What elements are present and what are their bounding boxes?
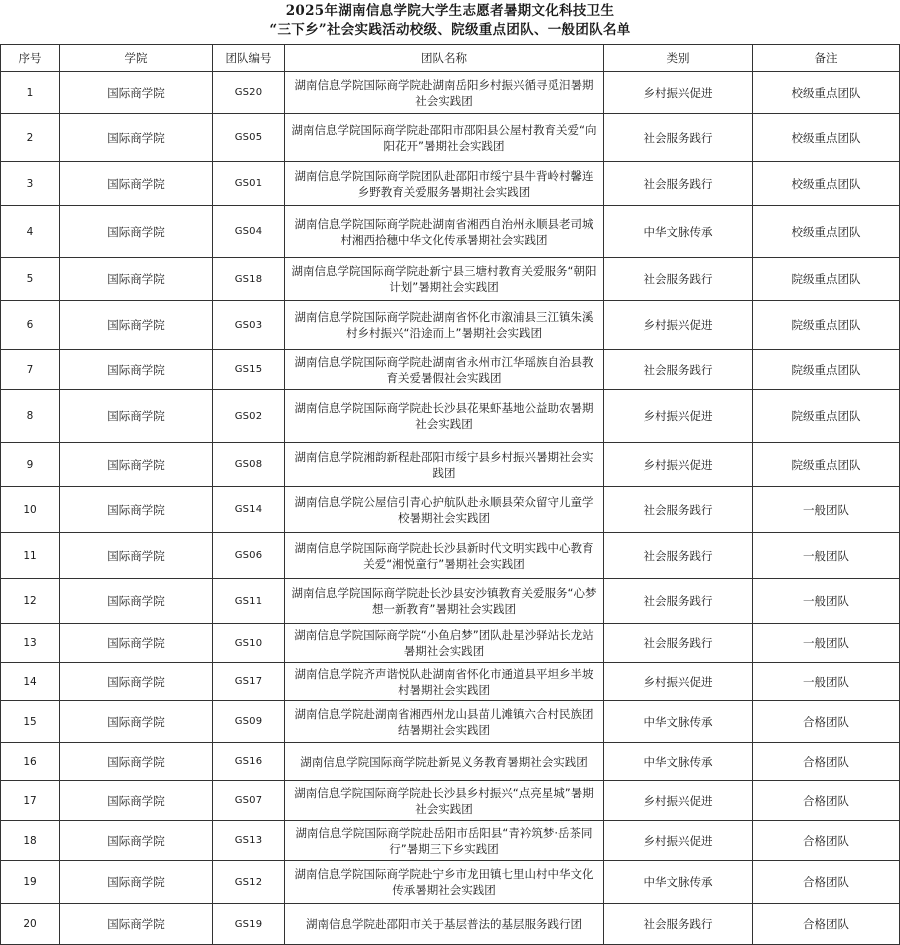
cell-college: 国际商学院 <box>60 350 213 390</box>
cell-note: 校级重点团队 <box>753 206 900 258</box>
cell-team-code: GS04 <box>213 206 285 258</box>
cell-index: 20 <box>1 904 60 945</box>
cell-category: 乡村振兴促进 <box>604 663 753 701</box>
header-index: 序号 <box>1 45 60 72</box>
cell-index: 10 <box>1 487 60 533</box>
cell-category: 社会服务践行 <box>604 624 753 663</box>
cell-index: 5 <box>1 258 60 301</box>
cell-category: 社会服务践行 <box>604 350 753 390</box>
cell-note: 院级重点团队 <box>753 390 900 443</box>
cell-team-name: 湖南信息学院国际商学院赴新宁县三塘村教育关爱服务“朝阳计划”暑期社会实践团 <box>285 258 604 301</box>
cell-team-name: 湖南信息学院公屋信引青心护航队赴永顺县荣众留守儿童学校暑期社会实践团 <box>285 487 604 533</box>
cell-team-code: GS06 <box>213 533 285 579</box>
cell-category: 社会服务践行 <box>604 258 753 301</box>
cell-index: 2 <box>1 114 60 162</box>
cell-college: 国际商学院 <box>60 443 213 487</box>
cell-college: 国际商学院 <box>60 487 213 533</box>
cell-team-name: 湖南信息学院国际商学院赴长沙县乡村振兴“点亮星城”暑期社会实践团 <box>285 781 604 821</box>
cell-note: 合格团队 <box>753 781 900 821</box>
header-team-name: 团队名称 <box>285 45 604 72</box>
cell-category: 乡村振兴促进 <box>604 301 753 350</box>
cell-category: 乡村振兴促进 <box>604 781 753 821</box>
cell-category: 社会服务践行 <box>604 114 753 162</box>
cell-team-code: GS14 <box>213 487 285 533</box>
cell-college: 国际商学院 <box>60 72 213 114</box>
header-college: 学院 <box>60 45 213 72</box>
cell-team-name: 湖南信息学院赴邵阳市关于基层普法的基层服务践行团 <box>285 904 604 945</box>
table-row <box>1 301 900 350</box>
header-note: 备注 <box>753 45 900 72</box>
cell-category: 乡村振兴促进 <box>604 821 753 861</box>
cell-team-code: GS11 <box>213 579 285 624</box>
cell-note: 合格团队 <box>753 701 900 743</box>
table-row <box>1 162 900 206</box>
table-row <box>1 821 900 861</box>
cell-index: 16 <box>1 743 60 781</box>
cell-college: 国际商学院 <box>60 162 213 206</box>
cell-team-name: 湖南信息学院国际商学院赴长沙县花果虾基地公益助农暑期社会实践团 <box>285 390 604 443</box>
cell-college: 国际商学院 <box>60 114 213 162</box>
cell-note: 一般团队 <box>753 487 900 533</box>
cell-team-name: 湖南信息学院国际商学院赴湖南省湘西自治州永顺县老司城村湘西拾穗中华文化传承暑期社会实践团 <box>285 206 604 258</box>
cell-college: 国际商学院 <box>60 781 213 821</box>
cell-team-name: 湖南信息学院国际商学院赴岳阳市岳阳县“青衿筑梦·岳茶同行”暑期三下乡实践团 <box>285 821 604 861</box>
cell-team-code: GS09 <box>213 701 285 743</box>
cell-college: 国际商学院 <box>60 206 213 258</box>
cell-team-name: 湖南信息学院齐声谐悦队赴湖南省怀化市通道县平坦乡半坡村暑期社会实践团 <box>285 663 604 701</box>
cell-index: 11 <box>1 533 60 579</box>
cell-team-name: 湖南信息学院赴湖南省湘西州龙山县苗儿滩镇六合村民族团结暑期社会实践团 <box>285 701 604 743</box>
cell-team-code: GS03 <box>213 301 285 350</box>
cell-note: 一般团队 <box>753 579 900 624</box>
cell-note: 一般团队 <box>753 624 900 663</box>
cell-team-name: 湖南信息学院国际商学院团队赴邵阳市绥宁县牛背岭村馨连乡野教育关爱服务暑期社会实践团 <box>285 162 604 206</box>
cell-college: 国际商学院 <box>60 390 213 443</box>
cell-note: 校级重点团队 <box>753 162 900 206</box>
cell-college: 国际商学院 <box>60 301 213 350</box>
cell-index: 12 <box>1 579 60 624</box>
cell-category: 乡村振兴促进 <box>604 443 753 487</box>
cell-college: 国际商学院 <box>60 701 213 743</box>
table-row <box>1 390 900 443</box>
table-row <box>1 701 900 743</box>
cell-team-code: GS18 <box>213 258 285 301</box>
cell-team-name: 湖南信息学院湘韵新程赴邵阳市绥宁县乡村振兴暑期社会实践团 <box>285 443 604 487</box>
table-row <box>1 861 900 904</box>
cell-note: 院级重点团队 <box>753 301 900 350</box>
cell-category: 社会服务践行 <box>604 904 753 945</box>
cell-note: 合格团队 <box>753 861 900 904</box>
cell-category: 社会服务践行 <box>604 162 753 206</box>
cell-category: 社会服务践行 <box>604 533 753 579</box>
cell-index: 7 <box>1 350 60 390</box>
cell-college: 国际商学院 <box>60 904 213 945</box>
cell-category: 中华文脉传承 <box>604 743 753 781</box>
cell-note: 院级重点团队 <box>753 443 900 487</box>
cell-note: 合格团队 <box>753 821 900 861</box>
cell-college: 国际商学院 <box>60 861 213 904</box>
table-row <box>1 624 900 663</box>
cell-index: 3 <box>1 162 60 206</box>
cell-index: 18 <box>1 821 60 861</box>
cell-team-code: GS19 <box>213 904 285 945</box>
cell-college: 国际商学院 <box>60 663 213 701</box>
cell-team-code: GS13 <box>213 821 285 861</box>
title-line-1: 2025年湖南信息学院大学生志愿者暑期文化科技卫生 <box>285 3 615 19</box>
cell-team-name: 湖南信息学院国际商学院赴新晃义务教育暑期社会实践团 <box>285 743 604 781</box>
cell-team-name: 湖南信息学院国际商学院赴长沙县新时代文明实践中心教育关爱“湘悦童行”暑期社会实践团 <box>285 533 604 579</box>
cell-index: 8 <box>1 390 60 443</box>
cell-college: 国际商学院 <box>60 821 213 861</box>
table-row <box>1 206 900 258</box>
cell-index: 14 <box>1 663 60 701</box>
cell-category: 社会服务践行 <box>604 579 753 624</box>
table-row <box>1 487 900 533</box>
cell-team-name: 湖南信息学院国际商学院赴湖南岳阳乡村振兴循寻觅汨暑期社会实践团 <box>285 72 604 114</box>
cell-note: 校级重点团队 <box>753 114 900 162</box>
cell-team-code: GS08 <box>213 443 285 487</box>
table-row <box>1 579 900 624</box>
cell-index: 6 <box>1 301 60 350</box>
team-list-table <box>0 44 900 945</box>
table-row <box>1 350 900 390</box>
table-row <box>1 72 900 114</box>
cell-team-code: GS20 <box>213 72 285 114</box>
table-row <box>1 904 900 945</box>
cell-team-code: GS15 <box>213 350 285 390</box>
cell-team-name: 湖南信息学院国际商学院赴宁乡市龙田镇七里山村中华文化传承暑期社会实践团 <box>285 861 604 904</box>
table-row <box>1 781 900 821</box>
cell-index: 13 <box>1 624 60 663</box>
cell-note: 一般团队 <box>753 533 900 579</box>
cell-index: 1 <box>1 72 60 114</box>
cell-team-code: GS01 <box>213 162 285 206</box>
table-row <box>1 258 900 301</box>
cell-category: 社会服务践行 <box>604 487 753 533</box>
cell-team-name: 湖南信息学院国际商学院赴邵阳市邵阳县公屋村教育关爱“向阳花开”暑期社会实践团 <box>285 114 604 162</box>
cell-index: 19 <box>1 861 60 904</box>
cell-index: 17 <box>1 781 60 821</box>
table-row <box>1 114 900 162</box>
cell-note: 院级重点团队 <box>753 350 900 390</box>
cell-team-code: GS05 <box>213 114 285 162</box>
cell-index: 15 <box>1 701 60 743</box>
cell-college: 国际商学院 <box>60 579 213 624</box>
cell-note: 校级重点团队 <box>753 72 900 114</box>
cell-category: 乡村振兴促进 <box>604 390 753 443</box>
cell-note: 一般团队 <box>753 663 900 701</box>
cell-note: 合格团队 <box>753 743 900 781</box>
cell-team-code: GS02 <box>213 390 285 443</box>
cell-team-code: GS12 <box>213 861 285 904</box>
cell-category: 中华文脉传承 <box>604 861 753 904</box>
cell-team-name: 湖南信息学院国际商学院赴湖南省怀化市溆浦县三江镇朱溪村乡村振兴“沿途而上”暑期社会实践团 <box>285 301 604 350</box>
cell-category: 中华文脉传承 <box>604 206 753 258</box>
title-line-2: “三下乡”社会实践活动校级、院级重点团队、一般团队名单 <box>269 22 631 38</box>
cell-college: 国际商学院 <box>60 533 213 579</box>
cell-team-code: GS16 <box>213 743 285 781</box>
header-team-code: 团队编号 <box>213 45 285 72</box>
cell-category: 中华文脉传承 <box>604 701 753 743</box>
table-row <box>1 443 900 487</box>
cell-college: 国际商学院 <box>60 743 213 781</box>
table-row <box>1 663 900 701</box>
cell-index: 4 <box>1 206 60 258</box>
table-row <box>1 533 900 579</box>
cell-team-name: 湖南信息学院国际商学院赴湖南省永州市江华瑶族自治县教育关爱暑假社会实践团 <box>285 350 604 390</box>
cell-team-name: 湖南信息学院国际商学院“小鱼启梦”团队赴星沙驿站长龙站暑期社会实践团 <box>285 624 604 663</box>
cell-note: 院级重点团队 <box>753 258 900 301</box>
cell-index: 9 <box>1 443 60 487</box>
cell-team-code: GS07 <box>213 781 285 821</box>
cell-team-name: 湖南信息学院国际商学院赴长沙县安沙镇教育关爱服务“心梦想一新教育”暑期社会实践团 <box>285 579 604 624</box>
table-row <box>1 743 900 781</box>
document-title <box>0 0 900 44</box>
cell-category: 乡村振兴促进 <box>604 72 753 114</box>
cell-team-code: GS17 <box>213 663 285 701</box>
table-header-row <box>1 45 900 72</box>
cell-team-code: GS10 <box>213 624 285 663</box>
header-category: 类别 <box>604 45 753 72</box>
cell-college: 国际商学院 <box>60 624 213 663</box>
cell-note: 合格团队 <box>753 904 900 945</box>
cell-college: 国际商学院 <box>60 258 213 301</box>
